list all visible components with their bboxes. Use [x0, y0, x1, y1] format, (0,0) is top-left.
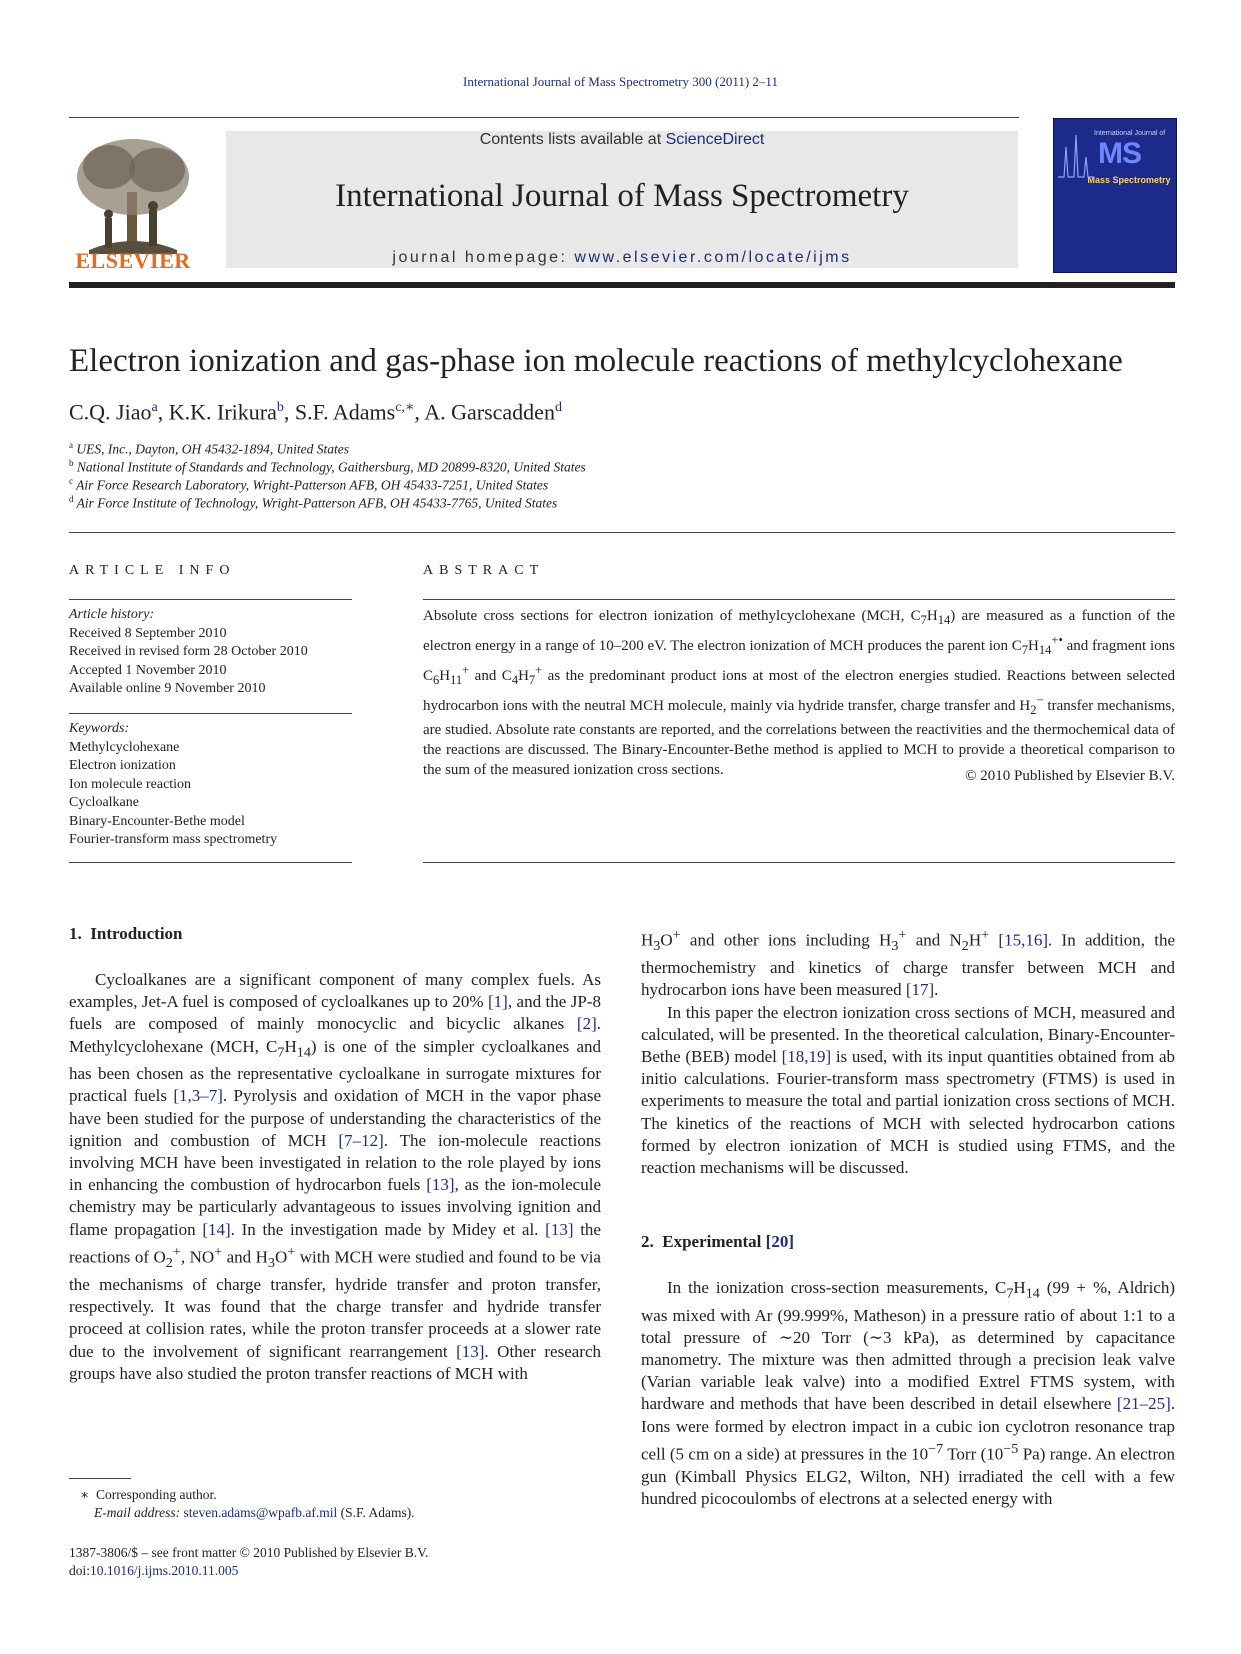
section-heading-experimental [641, 1232, 794, 1252]
author-name: A. Garscadden [424, 399, 555, 425]
author-affil-mark[interactable]: c,∗ [395, 400, 415, 415]
article-history [69, 606, 308, 699]
text-fragment: the reactions of O [69, 1219, 601, 1267]
superscript: + [287, 1243, 296, 1260]
affiliation-text: National Institute of Standards and Technology, Gaithersburg, MD 20899-8320, United States [76, 459, 586, 475]
citation-link[interactable]: [7–12] [338, 1130, 384, 1150]
citation-link[interactable]: [1,3–7] [173, 1086, 223, 1106]
text-fragment: . The ion-molecule reactions involving MCH have been investigated in relation to the role played by ions in enhancing the combustion of hydrocarbon fuels [69, 1130, 601, 1195]
author-affil-mark[interactable]: d [554, 400, 562, 415]
author-affil-mark[interactable]: a [151, 400, 158, 415]
citation-link[interactable]: [1] [487, 992, 508, 1012]
header-rule [69, 117, 1019, 118]
affiliation-mark: c [69, 476, 73, 486]
affiliation-mark: d [69, 494, 74, 504]
affiliation [69, 476, 548, 494]
text-fragment: H [641, 930, 654, 950]
subscript: 7 [920, 613, 927, 627]
subscript: 3 [267, 1254, 275, 1271]
text-fragment: H [968, 930, 982, 950]
abstract-fragment: as the predominant product ions at most of the electron energies studied. Reactions between selected hydrocarbon ions with the neutral MCH molecule, mainly via hydride transfer, charge transfer and H [423, 668, 1175, 714]
subscript: 2 [165, 1254, 173, 1271]
doi-label: doi: [69, 1563, 91, 1578]
text-fragment: Cycloalkanes are a significant component of many complex fuels. As examples, Jet-A fuel is composed of cycloalkanes up to 20% [69, 970, 601, 1012]
doi-link[interactable]: 10.1016/j.ijms.2010.11.005 [90, 1563, 239, 1578]
history-item: Available online 9 November 2010 [69, 681, 266, 696]
superscript: + [462, 663, 470, 677]
superscript: + [172, 1243, 181, 1260]
author-separator: , [414, 399, 425, 425]
paragraph [641, 924, 1175, 1002]
author-separator: , [157, 399, 169, 425]
corresponding-author-note [80, 1486, 217, 1504]
author-name: S.F. Adams [294, 399, 396, 425]
journal-title: International Journal of Mass Spectrometry [335, 178, 909, 214]
subscript: 3 [891, 938, 899, 955]
abstract-fragment: transfer mechanisms, are studied. Absolute rate constants are reported, and the correlations between the reactivities and the thermochemical data of the reactions are discussed. The Binary-Encounter-Bethe method is applied to MCH to provide a theoretical comparison to the sum of the measured ionization cross sections. [423, 698, 1175, 778]
superscript: + [981, 927, 990, 943]
citation-link[interactable]: [13] [456, 1341, 485, 1361]
subscript: 14 [1025, 1285, 1040, 1302]
subscript: 7 [1021, 643, 1029, 657]
text-fragment: In this paper the electron ionization cross sections of MCH, measured and calculated, will be presented. In the theoretical calculation, Binary-Encounter-Bethe (BEB) model [641, 1002, 1175, 1067]
experimental-body [641, 1277, 1175, 1510]
text-fragment: . In the investigation made by Midey et al. [230, 1219, 546, 1239]
abstract-fragment: and C [469, 668, 512, 684]
keywords-label: Keywords: [69, 721, 130, 736]
paragraph: Cycloalkanes are a significant component of many complex fuels. As examples, Jet-A fuel is composed of cycloalkanes up to 20% [1], and the JP-8 fuels are composed of mainly monocyclic and bicyclic alkanes [2]. Methylcyclohexane (MCH, $C_7H_{14}$) is one of the simpler cycloalkanes and has been chosen as the representative cycloalkane in surrogate mixtures for practical fuels [1,3–7]. Pyrolysis and oxidation of MCH in the vapor phase have been studied for the purpose of understanding the characteristics of the ignition and combustion of MCH [7–12]. The ion-molecule reactions involving MCH have been investigated in relation to the role played by ions in enhancing the combustion of hydrocarbon fuels [13], as the ion-molecule chemistry may be particularly advantageous to issues involving ignition and flame propagation [14]. In the investigation made by Midey et al. [13] the reactions of $O_2^+$, NO+ and $H_3O^+$ with MCH were studied and found to be via the mechanisms of charge transfer, hydride transfer and proton transfer, respectively. It was found that the charge transfer and hydride transfer proceed at collision rates, while the proton transfer proceeds at a slower rate due to the involvement of significant rearrangement [13]. Other research groups have also studied the proton transfer reactions of MCH with [69, 970, 602, 1383]
author-separator: , [283, 399, 295, 425]
subscript: 2 [1030, 703, 1037, 717]
history-item: Accepted 1 November 2010 [69, 662, 227, 678]
citation-link[interactable]: [2] [576, 1014, 597, 1034]
running-head[interactable]: International Journal of Mass Spectrometry 300 (2011) 2–11 [463, 74, 778, 89]
journal-homepage [226, 249, 1018, 267]
citation-link[interactable]: [15,16] [998, 930, 1048, 950]
text-fragment: (99 + %, Aldrich) was mixed with Ar (99.999%, Matheson) in a pressure ratio of about 1:1 to a total pressure of ∼20 Torr (∼3 kPa), as determined by capacitance manometry. The mixture was then admitted through a precision leak valve (Varian variable leak valve) into a modified Extrel FTMS system, with hardware and methods that have been described in detail elsewhere [641, 1278, 1176, 1414]
superscript: −5 [1003, 1440, 1019, 1457]
subscript: 14 [296, 1044, 311, 1060]
footnote-mark: ∗ [80, 1487, 90, 1502]
subscript: 11 [450, 673, 463, 687]
text-fragment: In the ionization cross-section measurements, C [667, 1278, 1007, 1297]
footnote-rule [69, 1478, 131, 1479]
abstract-text: Absolute cross sections for electron ionization of methylcyclohexane (MCH, $C_7H_{14}$) are measured as a function of the electron energy in a range of 10–200 eV. The electron ionization of MCH produces the parent ion $C_7H_{14}^{+•}$ and fragment ions $C_6H_{11}^+$ and $C_4H_7^+$ as the predominant product ions at most of the electron energies studied. Reactions between selected hydrocarbon ions with the neutral MCH molecule, mainly via hydride transfer, charge transfer and $H_2^-$ transfer mechanisms, are studied. Absolute rate constants are reported, and the correlations between the reactivities and the thermochemical data of the reactions are discussed. The Binary-Encounter-Bethe method is applied to MCH to provide a theoretical comparison to the sum of the measured ionization cross sections. [423, 608, 1175, 778]
affiliation-text: Air Force Research Laboratory, Wright-Patterson AFB, OH 45433-7251, United States [76, 477, 549, 493]
subscript: 4 [511, 673, 519, 687]
section-number: 1. [69, 924, 82, 943]
citation-link[interactable]: [13] [545, 1219, 574, 1239]
email-label: E-mail address: [94, 1505, 184, 1520]
author-list [69, 399, 562, 425]
section-number: 2. [641, 1232, 654, 1251]
doi-line [69, 1562, 238, 1580]
cover-logo: MS [1098, 137, 1141, 170]
history-item: Received in revised form 28 October 2010 [69, 644, 308, 659]
text-fragment: O [660, 930, 673, 950]
superscript: + [214, 1243, 223, 1260]
abstract-fragment: and fragment ions C [423, 638, 1175, 684]
superscript: −7 [928, 1440, 944, 1457]
citation-link[interactable]: [18,19] [781, 1047, 832, 1067]
citation-link[interactable]: [13] [426, 1175, 455, 1195]
introduction-body [69, 969, 601, 1385]
citation-link[interactable]: [20] [765, 1232, 794, 1251]
text-fragment: . In addition, the thermochemistry and kinetics of charge transfer between MCH and hydrocarbon ions have been measured [641, 930, 1175, 1000]
text-fragment: , and the JP-8 fuels are composed of mainly monocyclic and bicyclic alkanes [69, 992, 601, 1034]
elsevier-wordmark: ELSEVIER [75, 248, 191, 273]
affiliation-text: Air Force Institute of Technology, Wright-Patterson AFB, OH 45433-7765, United States [76, 495, 558, 511]
article-title: Electron ionization and gas-phase ion molecule reactions of methylcyclohexane [69, 343, 1123, 379]
affiliation-mark: b [69, 458, 74, 468]
text-fragment: and other ions including H [680, 930, 892, 950]
text-fragment: and H [222, 1247, 268, 1267]
article-info-heading: ARTICLE INFO [69, 563, 236, 578]
text-fragment: Pa) range. An electron gun (Kimball Physics ELG2, Wilton, NH) irradiated the cell with a few hundred picocoulombs of electrons at a selected energy with [641, 1444, 1176, 1508]
section-heading-introduction [69, 924, 183, 944]
abstract-heading: ABSTRACT [423, 563, 545, 578]
subscript: 2 [961, 938, 969, 955]
article-info-bottom-rule [69, 862, 352, 863]
superscript: − [1036, 693, 1044, 707]
subscript: 3 [653, 938, 661, 955]
affiliation-mark: a [69, 440, 73, 450]
sciencedirect-link[interactable]: ScienceDirect [665, 131, 765, 148]
paragraph [641, 1002, 1175, 1180]
superscript: + [672, 927, 681, 943]
email-note [94, 1504, 415, 1522]
affiliation [69, 458, 586, 476]
text-fragment: , NO [180, 1247, 215, 1267]
issn-line: 1387-3806/$ – see front matter © 2010 Published by Elsevier B.V. [69, 1545, 429, 1560]
text-fragment: and N [906, 930, 962, 950]
author-name: C.Q. Jiao [69, 399, 152, 425]
text-fragment: ) is one of the simpler cycloalkanes and has been chosen as the representative cycloalkane in surrogate mixtures for practical fuels [69, 1036, 601, 1106]
text-fragment: . Ions were formed by electron impact in a cubic ion cyclotron resonance trap cell (5 cm on a side) at pressures in the 10 [641, 1394, 1175, 1464]
superscript: + [898, 927, 907, 943]
text-fragment: with MCH were studied and found to be via the mechanisms of charge transfer, hydride transfer and proton transfer, respectively. It was found that the charge transfer and hydride transfer proceed at collision rates, while the proton transfer proceeds at a slower rate due to the involvement of significant rearrangement [69, 1247, 601, 1361]
section-divider [69, 532, 1175, 533]
abstract-fragment: ) are measured as a function of the electron energy in a range of 10–200 eV. The electron ionization of MCH produces the parent ion C [423, 608, 1175, 654]
keywords [69, 720, 277, 850]
keyword: Binary-Encounter-Bethe model [69, 813, 245, 829]
superscript: +• [1051, 633, 1063, 647]
abstract-fragment: Absolute cross sections for electron ionization of methylcyclohexane (MCH, C [423, 608, 921, 624]
cover-line1: International Journal of [1094, 130, 1166, 137]
affiliation [69, 440, 349, 458]
keywords-rule [69, 713, 352, 714]
text-fragment: Torr (10 [943, 1444, 1004, 1464]
text-fragment: . Other research groups have also studied the proton transfer reactions of MCH with [69, 1341, 601, 1383]
text-fragment: . [934, 980, 939, 1000]
email-link[interactable]: steven.adams@wpafb.af.mil [183, 1505, 338, 1520]
keyword: Electron ionization [69, 758, 176, 773]
section-title: Experimental [662, 1232, 762, 1251]
right-column-body [641, 924, 1175, 1179]
author-name: K.K. Irikura [168, 399, 277, 425]
keyword: Fourier-transform mass spectrometry [69, 832, 278, 847]
footnote-text: Corresponding author. [95, 1487, 217, 1502]
abstract-rule [423, 599, 1175, 600]
abstract-bottom-rule [423, 862, 1175, 863]
history-item: Received 8 September 2010 [69, 625, 227, 641]
subscript: 7 [1006, 1285, 1014, 1302]
homepage-prefix: journal homepage: [392, 249, 575, 266]
cover-line2: Mass Spectrometry [1087, 175, 1171, 185]
subscript: 14 [937, 613, 951, 627]
section-title: Introduction [90, 924, 183, 943]
paragraph: In the ionization cross-section measurements, $C_7H_{14}$ (99 + %, Aldrich) was mixed with Ar (99.999%, Matheson) in a pressure ratio of about 1:1 to a total pressure of ∼20 Torr (∼3 kPa), as determined by capacitance manometry. The mixture was then admitted through a precision leak valve (Varian variable leak valve) into a modified Extrel FTMS system, with hardware and methods that have been described in detail elsewhere [21–25]. Ions were formed by electron impact in a cubic ion cyclotron resonance trap cell (5 cm on a side) at pressures in the $10^{-7}$ Torr ($10^{-5}$ Pa) range. An electron gun (Kimball Physics ELG2, Wilton, NH) irradiated the cell with a few hundred picocoulombs of electrons at a selected energy with [641, 1278, 1176, 1508]
contents-prefix: Contents lists available at [479, 131, 666, 148]
email-owner: (S.F. Adams). [337, 1505, 415, 1520]
journal-cover [1053, 118, 1177, 273]
abstract-copyright: © 2010 Published by Elsevier B.V. [965, 768, 1175, 784]
author-affil-mark[interactable]: b [276, 400, 284, 415]
contents-line [226, 131, 1018, 149]
text-fragment: . Methylcyclohexane (MCH, C [69, 1014, 601, 1056]
article-info-rule [69, 599, 352, 600]
keyword: Ion molecule reaction [69, 776, 192, 792]
subscript: 14 [1038, 643, 1052, 657]
cover-spectrum-graphic [1056, 127, 1096, 187]
citation-link[interactable]: [17] [905, 980, 935, 1000]
affiliation [69, 494, 557, 512]
keyword: Methylcyclohexane [69, 739, 180, 755]
masthead-rule [69, 282, 1175, 288]
subscript: 6 [433, 673, 440, 687]
history-label: Article history: [69, 607, 155, 622]
superscript: + [535, 663, 543, 677]
homepage-link[interactable]: www.elsevier.com/locate/ijms [574, 249, 852, 266]
text-fragment: O [275, 1247, 288, 1267]
text-fragment: . Pyrolysis and oxidation of MCH in the vapor phase have been studied for the purpose of understanding the characteristics of the ignition and combustion of MCH [69, 1086, 602, 1150]
subscript: 7 [277, 1044, 285, 1060]
text-fragment: , as the ion-molecule chemistry may be particularly advantageous to issues involving ignition and flame propagation [69, 1175, 601, 1239]
text-fragment: is used, with its input quantities obtained from ab initio calculations. Fourier-transform mass spectrometry (FTMS) is used in experiments to measure the total and partial ionization cross sections of MCH. The kinetics of the reactions of MCH with selected hydrocarbon cations formed by electron ionization of MCH is studied using FTMS, and the reaction mechanisms will be discussed. [641, 1047, 1175, 1178]
citation-link[interactable]: [21–25] [1116, 1394, 1171, 1414]
affiliation-text: UES, Inc., Dayton, OH 45432-1894, United States [76, 441, 349, 457]
subscript: 7 [528, 673, 536, 687]
citation-link[interactable]: [14] [202, 1219, 231, 1239]
keyword: Cycloalkane [69, 795, 139, 810]
